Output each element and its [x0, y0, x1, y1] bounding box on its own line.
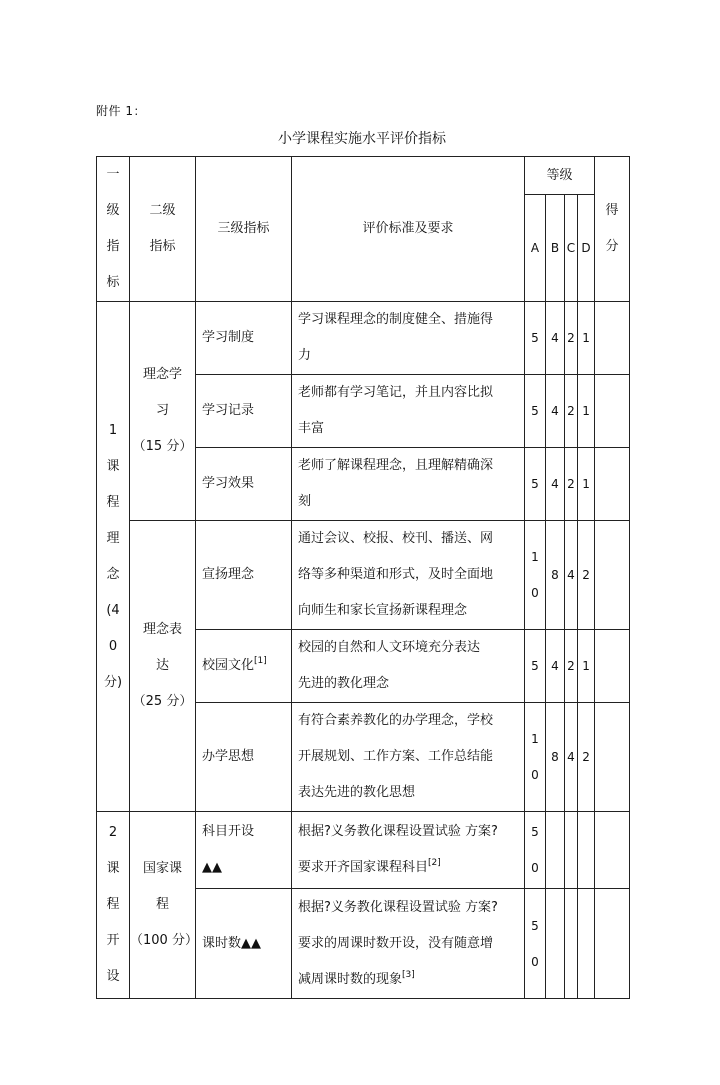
table-row: [97, 812, 630, 889]
level3-cell: 学习制度: [196, 302, 292, 375]
grade-c-value: 4: [565, 521, 578, 630]
grade-d-value: 1: [578, 375, 595, 448]
grade-c-value: 2: [565, 630, 578, 703]
header-level1: 一 级 指 标: [97, 157, 130, 302]
level3-cell: 学习记录: [196, 375, 292, 448]
grade-a-value: 5 0: [525, 889, 546, 999]
grade-d: D: [578, 195, 595, 302]
level3-cell: 科目开设 ▲▲: [196, 812, 292, 889]
section2-level2: 国家课 程 （100 分）: [130, 812, 196, 999]
standard-cell: 根据?义务教化课程设置试验 方案? 要求的周课时数开设，没有随意增 减周课时数的现象[3]: [292, 889, 525, 999]
grade-d-value: 1: [578, 448, 595, 521]
grade-d-value: 2: [578, 521, 595, 630]
grade-d-value: [578, 812, 595, 889]
grade-c-value: 2: [565, 302, 578, 375]
grade-c-value: [565, 889, 578, 999]
grade-a-value: 5: [525, 630, 546, 703]
grade-a-value: 5: [525, 375, 546, 448]
grade-d-value: [578, 889, 595, 999]
grade-c-value: 4: [565, 703, 578, 812]
grade-c-value: 2: [565, 448, 578, 521]
score-cell: [595, 521, 630, 630]
section1-level1: 1 课 程 理 念 (4 0 分): [97, 302, 130, 812]
header-standard: 评价标准及要求: [292, 157, 525, 302]
grade-a-value: 5 0: [525, 812, 546, 889]
header-level2: 二级 指标: [130, 157, 196, 302]
table-row: [97, 521, 630, 630]
grade-a: A: [525, 195, 546, 302]
grade-b: B: [546, 195, 565, 302]
standard-cell: 通过会议、校报、校刊、播送、网 络等多种渠道和形式，及时全面地 向师生和家长宣扬新课程理念: [292, 521, 525, 630]
page-title: 小学课程实施水平评价指标: [278, 131, 446, 147]
level3-cell: 宣扬理念: [196, 521, 292, 630]
grade-b-value: 4: [546, 630, 565, 703]
level3-cell: 课时数▲▲: [196, 889, 292, 999]
grade-a-value: 1 0: [525, 703, 546, 812]
grade-a-value: 5: [525, 448, 546, 521]
section2-level1: 2 课 程 开 设: [97, 812, 130, 999]
grade-b-value: 4: [546, 375, 565, 448]
group2-level2: 理念表 达 （25 分）: [130, 521, 196, 812]
score-cell: [595, 630, 630, 703]
standard-cell: 老师都有学习笔记，并且内容比拟 丰富: [292, 375, 525, 448]
grade-b-value: 4: [546, 448, 565, 521]
level3-cell: 学习效果: [196, 448, 292, 521]
grade-c-value: 2: [565, 375, 578, 448]
grade-b-value: 8: [546, 703, 565, 812]
score-cell: [595, 448, 630, 521]
grade-d-value: 1: [578, 630, 595, 703]
level3-cell: 办学思想: [196, 703, 292, 812]
header-row: [97, 157, 630, 195]
grade-d-value: 2: [578, 703, 595, 812]
level3-cell: 校园文化[1]: [196, 630, 292, 703]
grade-a-value: 1 0: [525, 521, 546, 630]
attachment-label: 附件 1：: [96, 104, 146, 118]
grade-b-value: [546, 812, 565, 889]
grade-b-value: 8: [546, 521, 565, 630]
grade-b-value: [546, 889, 565, 999]
header-grade: 等级: [525, 157, 595, 195]
grade-c: C: [565, 195, 578, 302]
grade-a-value: 5: [525, 302, 546, 375]
standard-cell: 校园的自然和人文环境充分表达 先进的教化理念: [292, 630, 525, 703]
table-row: [97, 302, 630, 375]
evaluation-table: [96, 156, 630, 999]
grade-b-value: 4: [546, 302, 565, 375]
group1-level2: 理念学 习 （15 分）: [130, 302, 196, 521]
score-cell: [595, 375, 630, 448]
standard-cell: 学习课程理念的制度健全、措施得 力: [292, 302, 525, 375]
score-cell: [595, 703, 630, 812]
header-level3: 三级指标: [196, 157, 292, 302]
score-cell: [595, 889, 630, 999]
standard-cell: 老师了解课程理念，且理解精确深 刻: [292, 448, 525, 521]
header-score: 得 分: [595, 157, 630, 302]
standard-cell: 有符合素养教化的办学理念，学校 开展规划、工作方案、工作总结能 表达先进的教化思想: [292, 703, 525, 812]
score-cell: [595, 812, 630, 889]
score-cell: [595, 302, 630, 375]
standard-cell: 根据?义务教化课程设置试验 方案? 要求开齐国家课程科目[2]: [292, 812, 525, 889]
grade-c-value: [565, 812, 578, 889]
grade-d-value: 1: [578, 302, 595, 375]
